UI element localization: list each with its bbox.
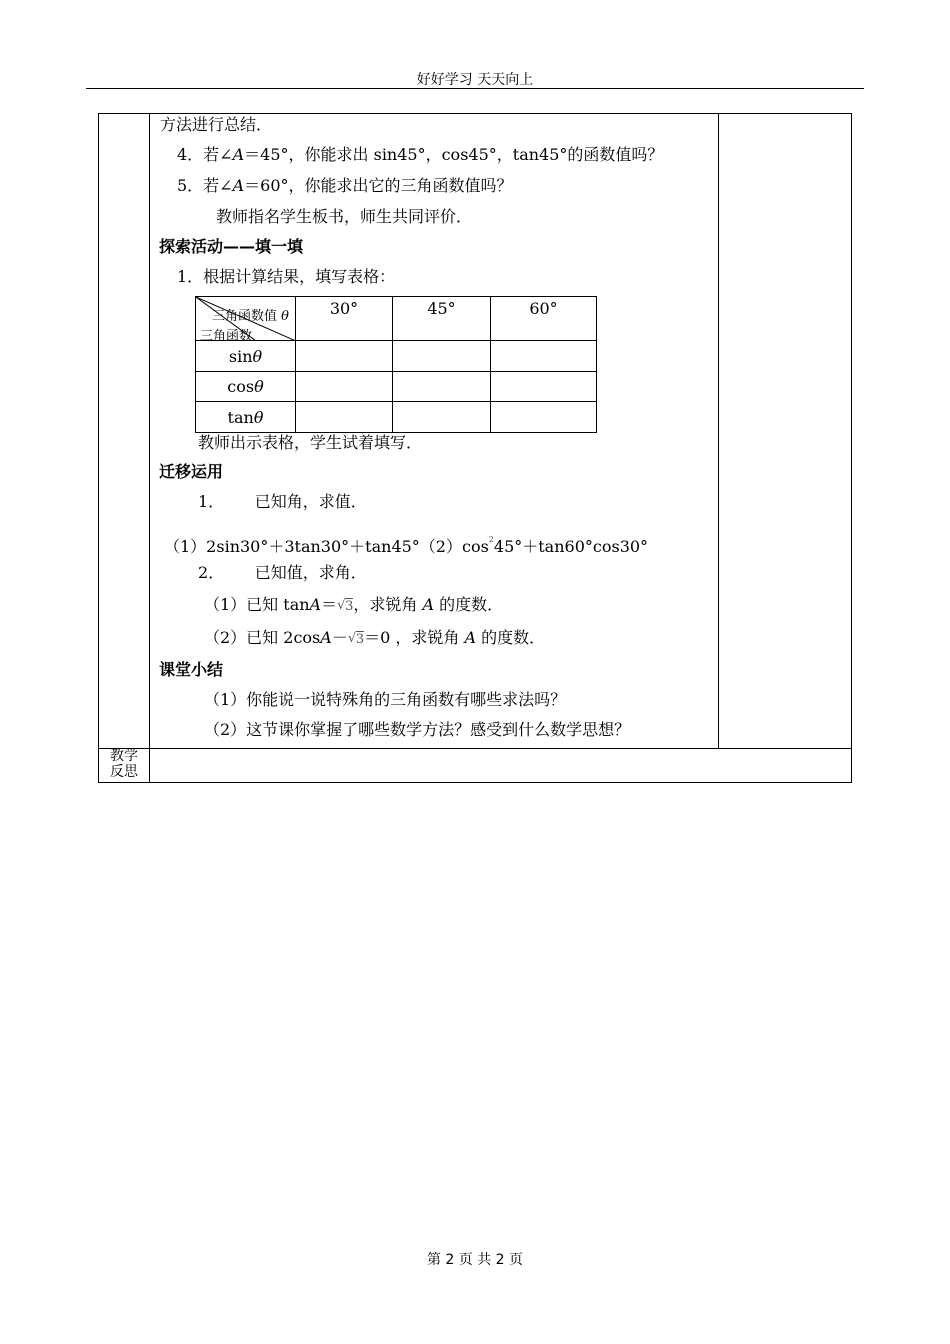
section-heading-explore: 探索活动——填一填	[159, 237, 304, 256]
text-line: 教师指名学生板书，师生共同评价．	[216, 207, 473, 226]
text-line: 教师出示表格，学生试着填写．	[198, 433, 423, 452]
blank-cell[interactable]	[393, 402, 491, 433]
blank-cell[interactable]	[393, 341, 491, 372]
right-column-divider	[718, 113, 719, 748]
exercise-1: $(1)2\sin 30^\circ+3\tan 30^\circ+\tan 45^\circ(2)\cos^245^\circ+\tan 60^\circ\cos 30^\circ$	[164, 535, 649, 556]
corner-header-cell	[196, 297, 296, 344]
question-4: 4．若∠A＝45°，你能求出 sin45°，cos45°，tan45°的函数值吗？	[177, 145, 664, 164]
exercise-2-2: （2）已知 2cosA－√ 3＝0 ，求锐角 A 的度数．	[204, 627, 545, 651]
angle-header-cell: 30°	[296, 297, 393, 341]
summary-question-2: （2）这节课你掌握了哪些数学方法？感受到什么数学思想？	[204, 720, 631, 739]
sqrt-symbol: √ 3	[348, 629, 364, 651]
blank-cell[interactable]	[296, 372, 393, 402]
blank-cell[interactable]	[491, 402, 597, 433]
blank-cell[interactable]	[491, 341, 597, 372]
blank-cell[interactable]	[491, 372, 597, 402]
corner-label-values: 三角函数值 θ	[212, 309, 289, 324]
reflection-label: 教学 反思	[110, 748, 138, 780]
sqrt-symbol: √ 3	[337, 596, 353, 618]
question-5: 5．若∠A＝60°，你能求出它的三角函数值吗？	[177, 176, 513, 195]
blank-cell[interactable]	[296, 402, 393, 433]
function-cell: tanθ	[196, 402, 296, 433]
exercise-2-1: （1）已知 tanA＝√ 3，求锐角 A 的度数．	[204, 594, 503, 618]
function-cell: cosθ	[196, 372, 296, 402]
angle-header-cell: 45°	[393, 297, 491, 341]
blank-cell[interactable]	[296, 341, 393, 372]
header-rule	[86, 88, 864, 89]
summary-question-1: （1）你能说一说特殊角的三角函数有哪些求法吗？	[204, 690, 567, 709]
corner-label-functions: 三角函数	[200, 329, 253, 344]
trig-fill-table	[195, 296, 597, 433]
reflection-row-divider	[98, 748, 852, 749]
blank-cell[interactable]	[393, 372, 491, 402]
function-cell: sinθ	[196, 341, 296, 372]
page-footer: 第 2 页 共 2 页	[426, 1252, 524, 1268]
angle-header-cell: 60°	[491, 297, 597, 341]
text-line: 1．根据计算结果，填写表格：	[177, 267, 396, 286]
text-line: 方法进行总结．	[160, 115, 273, 134]
section-heading-apply: 迁移运用	[159, 462, 224, 481]
section-heading-summary: 课堂小结	[159, 660, 224, 679]
page-header: 好好学习 天天向上	[416, 72, 534, 88]
text-line: 2． 已知值，求角．	[198, 563, 367, 582]
text-line: 1． 已知角，求值．	[198, 492, 367, 511]
left-column-divider	[149, 113, 150, 783]
